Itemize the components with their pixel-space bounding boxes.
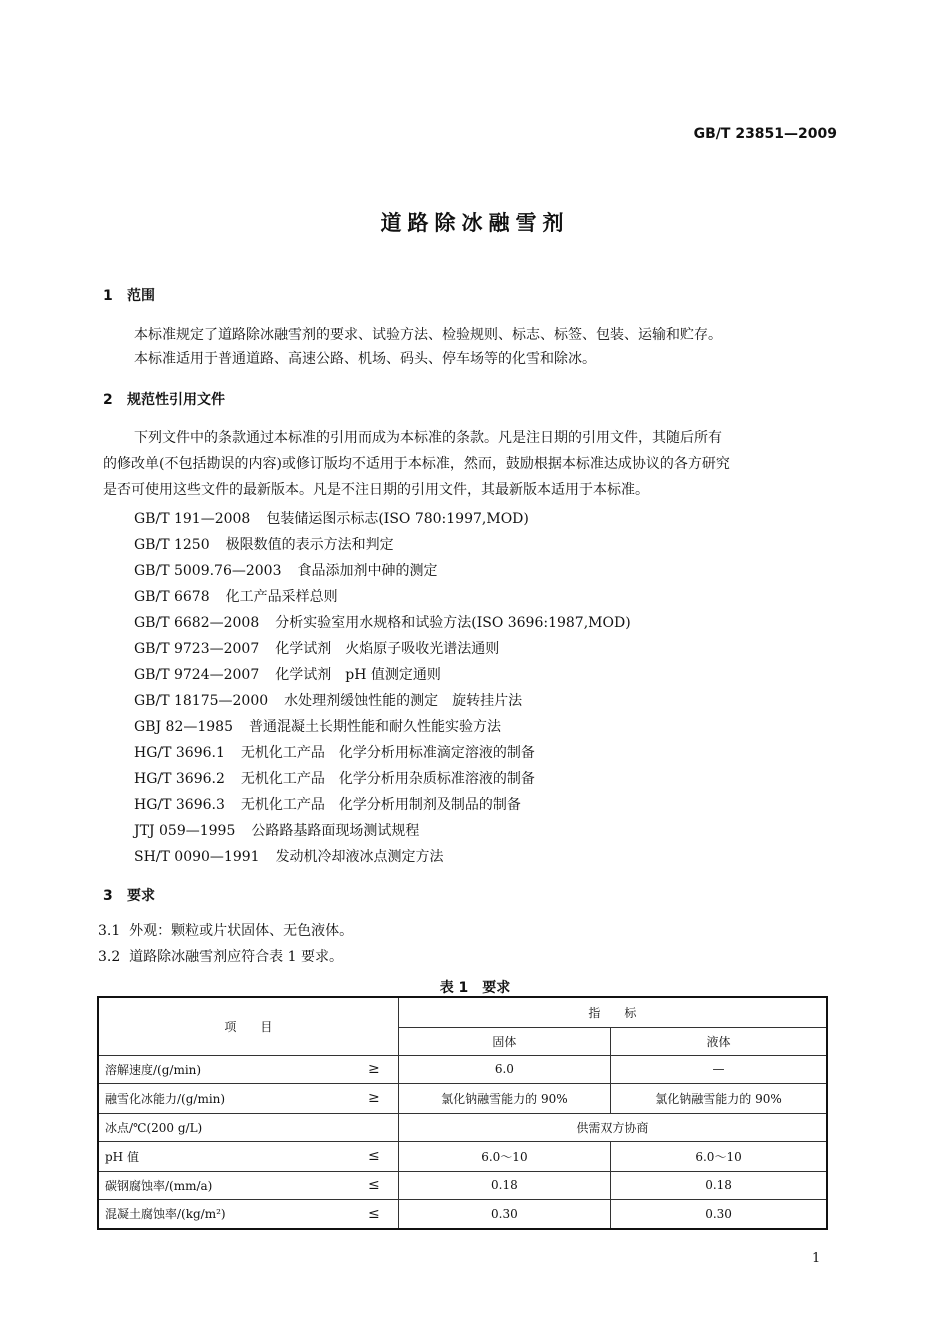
reference-item (134, 534, 394, 554)
reference-item (134, 716, 501, 736)
reference-title: 化学试剂 pH 值测定通则 (275, 667, 441, 683)
section-number: 1 (103, 288, 113, 304)
liquid-value: — (611, 1055, 827, 1083)
reference-title: 分析实验室用水规格和试验方法(ISO 3696:1987,MOD) (275, 615, 631, 631)
reference-item (134, 742, 535, 762)
clause-3-1 (98, 918, 353, 944)
reference-title: 无机化工产品 化学分析用制剂及制品的制备 (240, 797, 521, 813)
header-item: 项 目 (98, 997, 398, 1055)
reference-title: 无机化工产品 化学分析用杂质标准溶液的制备 (240, 771, 535, 787)
clause-text: 外观：颗粒或片状固体、无色液体。 (129, 923, 354, 939)
reference-code: JTJ 059—1995 (134, 823, 236, 839)
reference-item (134, 638, 499, 658)
reference-item (134, 794, 521, 814)
section-2-intro-line-1: 下列文件中的条款通过本标准的引用而成为本标准的条款。凡是注日期的引用文件，其随后所有 (134, 430, 722, 446)
clause-3-2 (98, 944, 343, 970)
clause-number: 3.1 (98, 923, 121, 939)
table-row (98, 1083, 827, 1113)
row-item (98, 1113, 398, 1141)
solid-value: 0.30 (398, 1199, 610, 1229)
row-item (98, 1141, 398, 1171)
reference-title: 化工产品采样总则 (225, 589, 338, 605)
document-title: 道路除冰融雪剂 (380, 211, 570, 235)
merged-value: 供需双方协商 (398, 1113, 827, 1141)
reference-title: 发动机冷却液冰点测定方法 (275, 849, 444, 865)
comparison-symbol: ≤ (367, 1177, 380, 1193)
reference-code: HG/T 3696.1 (134, 745, 225, 761)
reference-code: GB/T 5009.76—2003 (134, 563, 282, 579)
row-item (98, 1083, 398, 1113)
item-label: 溶解速度/(g/min) (105, 1062, 202, 1077)
table-header-row (98, 997, 827, 1027)
section-number: 3 (103, 888, 113, 904)
header-liquid: 液体 (611, 1027, 827, 1055)
reference-code: HG/T 3696.2 (134, 771, 225, 787)
reference-code: GB/T 1250 (134, 537, 210, 553)
header-indicator: 指 标 (398, 997, 827, 1027)
reference-title: 公路路基路面现场测试规程 (251, 823, 420, 839)
comparison-symbol: ≥ (367, 1090, 380, 1106)
reference-code: GBJ 82—1985 (134, 719, 233, 735)
section-2-heading (103, 389, 225, 409)
page-number: 1 (812, 1251, 821, 1266)
solid-value: 0.18 (398, 1171, 610, 1199)
liquid-value: 0.30 (611, 1199, 827, 1229)
reference-code: GB/T 9724—2007 (134, 667, 260, 683)
reference-code: GB/T 18175—2000 (134, 693, 269, 709)
item-label: 混凝土腐蚀率/(kg/m²) (105, 1207, 226, 1222)
reference-title: 包装储运图示标志(ISO 780:1997,MOD) (266, 511, 529, 527)
reference-item (134, 612, 631, 632)
section-1-heading (103, 285, 155, 305)
liquid-value: 0.18 (611, 1171, 827, 1199)
reference-code: GB/T 9723—2007 (134, 641, 260, 657)
section-title: 规范性引用文件 (127, 392, 225, 408)
reference-item (134, 690, 522, 710)
table-row (98, 1141, 827, 1171)
comparison-symbol: ≤ (367, 1148, 380, 1164)
section-3-heading (103, 885, 155, 905)
reference-title: 食品添加剂中砷的测定 (297, 563, 438, 579)
header-solid: 固体 (398, 1027, 610, 1055)
reference-code: GB/T 191—2008 (134, 511, 251, 527)
section-title: 要求 (127, 888, 155, 904)
reference-item (134, 560, 438, 580)
section-1-paragraph-2: 本标准适用于普通道路、高速公路、机场、码头、停车场等的化雪和除冰。 (134, 351, 596, 367)
reference-item (134, 586, 338, 606)
table-row (98, 1055, 827, 1083)
table-row (98, 1199, 827, 1229)
reference-title: 化学试剂 火焰原子吸收光谱法通则 (275, 641, 500, 657)
item-label: pH 值 (105, 1149, 139, 1164)
solid-value: 6.0 (398, 1055, 610, 1083)
reference-code: GB/T 6682—2008 (134, 615, 260, 631)
item-label: 碳钢腐蚀率/(mm/a) (105, 1178, 213, 1193)
reference-code: GB/T 6678 (134, 589, 210, 605)
reference-code: HG/T 3696.3 (134, 797, 225, 813)
row-item (98, 1171, 398, 1199)
table-row (98, 1113, 827, 1141)
section-1-paragraph-1: 本标准规定了道路除冰融雪剂的要求、试验方法、检验规则、标志、标签、包装、运输和贮存。 (134, 327, 722, 343)
item-label: 冰点/℃(200 g/L) (105, 1120, 203, 1135)
comparison-symbol: ≥ (367, 1061, 380, 1077)
table-caption: 表 1 要求 (439, 980, 511, 996)
reference-item (134, 664, 441, 684)
reference-item (134, 508, 529, 528)
item-label: 融雪化冰能力/(g/min) (105, 1091, 226, 1106)
requirements-table (97, 996, 828, 1230)
liquid-value: 6.0～10 (611, 1141, 827, 1171)
reference-title: 水处理剂缓蚀性能的测定 旋转挂片法 (284, 693, 523, 709)
clause-text: 道路除冰融雪剂应符合表 1 要求。 (129, 949, 343, 965)
row-item (98, 1055, 398, 1083)
clause-number: 3.2 (98, 949, 121, 965)
reference-title: 普通混凝土长期性能和耐久性能实验方法 (248, 719, 501, 735)
row-item (98, 1199, 398, 1229)
reference-title: 无机化工产品 化学分析用标准滴定溶液的制备 (240, 745, 535, 761)
reference-item (134, 768, 535, 788)
comparison-symbol: ≤ (367, 1205, 380, 1222)
table-row (98, 1171, 827, 1199)
reference-item (134, 846, 444, 866)
reference-title: 极限数值的表示方法和判定 (225, 537, 394, 553)
solid-value: 氯化钠融雪能力的 90% (398, 1083, 610, 1113)
section-2-intro-line-2: 的修改单(不包括勘误的内容)或修订版均不适用于本标准，然而，鼓励根据本标准达成协议的各方研究 (103, 456, 730, 472)
reference-item (134, 820, 419, 840)
reference-code: SH/T 0090—1991 (134, 849, 260, 865)
section-title: 范围 (127, 288, 155, 304)
section-number: 2 (103, 392, 113, 408)
section-2-intro-line-3: 是否可使用这些文件的最新版本。凡是不注日期的引用文件，其最新版本适用于本标准。 (103, 482, 649, 498)
solid-value: 6.0～10 (398, 1141, 610, 1171)
liquid-value: 氯化钠融雪能力的 90% (611, 1083, 827, 1113)
standard-code: GB/T 23851—2009 (693, 126, 837, 142)
